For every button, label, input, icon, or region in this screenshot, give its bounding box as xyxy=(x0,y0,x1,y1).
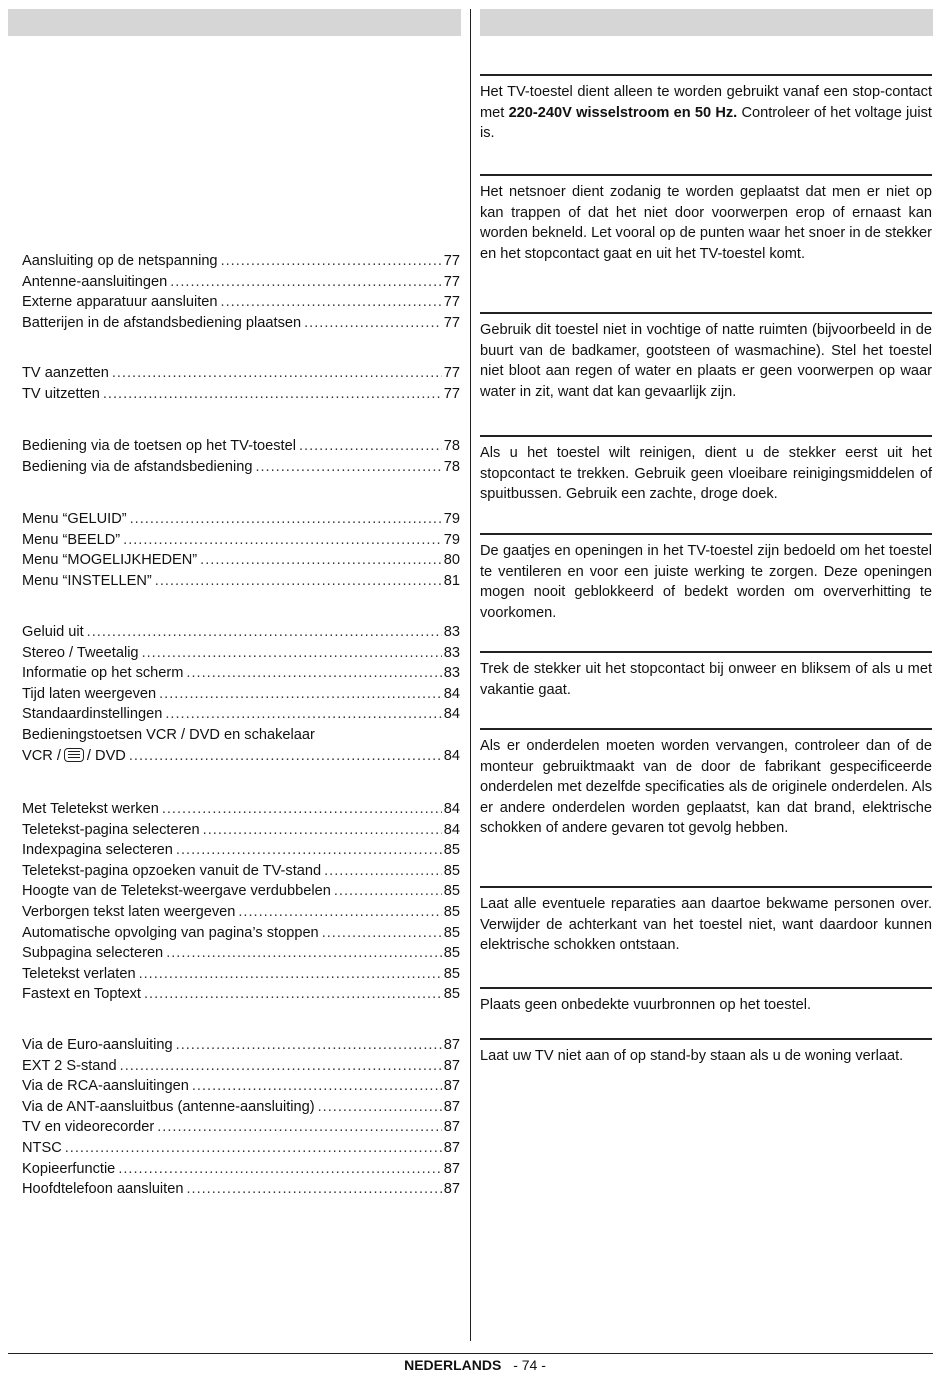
toc-entry-title: Met Teletekst werken xyxy=(22,801,159,817)
toc-page-number: 85 xyxy=(443,883,460,900)
toc-page-number: 85 xyxy=(443,986,460,1003)
toc-page-number: 77 xyxy=(443,365,460,381)
toc-entry-title-part: VCR / xyxy=(22,747,61,764)
section-rule xyxy=(480,312,932,314)
toc-leader-dots xyxy=(129,746,442,767)
toc-entry-title: Via de RCA-aansluitingen xyxy=(22,1078,189,1095)
toc-entry xyxy=(22,530,460,551)
toc-entry-title: Teletekst-pagina selecteren xyxy=(22,821,200,838)
toc-group xyxy=(22,251,460,333)
safety-paragraph xyxy=(480,82,932,144)
toc-group xyxy=(22,1035,460,1200)
toc-entry xyxy=(22,943,460,964)
toc-leader-dots xyxy=(203,820,442,841)
toc-page-number: 81 xyxy=(443,572,460,589)
toc-entry xyxy=(22,571,460,592)
toc-entry-title: Via de Euro-aansluiting xyxy=(22,1037,173,1053)
toc-page-number: 79 xyxy=(443,531,460,548)
safety-paragraph xyxy=(480,659,932,700)
toc-leader-dots xyxy=(200,550,442,571)
section-rule xyxy=(480,987,932,989)
toc-page-number: 83 xyxy=(443,644,460,661)
toc-group xyxy=(22,436,460,477)
toc-leader-dots xyxy=(162,799,442,820)
toc-page-number: 83 xyxy=(443,665,460,682)
toc-page-number: 77 xyxy=(443,273,460,290)
toc-leader-dots xyxy=(123,530,442,551)
toc-group xyxy=(22,622,460,766)
toc-leader-dots xyxy=(334,881,442,902)
teletext-icon xyxy=(64,748,84,762)
toc-page-number: 77 xyxy=(443,294,460,311)
toc-leader-dots xyxy=(103,384,442,405)
toc-page-number: 77 xyxy=(443,385,460,402)
safety-paragraph xyxy=(480,182,932,264)
toc-page-number: 78 xyxy=(443,438,460,454)
toc-entry xyxy=(22,746,460,767)
section-rule xyxy=(480,435,932,437)
toc-leader-dots xyxy=(299,436,442,457)
toc-page-number: 78 xyxy=(443,458,460,475)
safety-paragraph xyxy=(480,894,932,956)
toc-page-number: 87 xyxy=(443,1078,460,1095)
toc-leader-dots xyxy=(144,984,442,1005)
paragraph-text: Gebruik dit toestel niet in vochtige of natte ruimten (bijvoorbeeld in de buurt van de badkamer, gootsteen of wasmachine). Stel het toestel niet bloot aan regen of water en plaats er geen voorwerpen op waar water in zit, want dat kan gevaarlijk zijn. xyxy=(480,322,932,400)
paragraph-text: Plaats geen onbedekte vuurbronnen op het toestel. xyxy=(480,997,812,1013)
paragraph-text: Laat uw TV niet aan of op stand-by staan als u de woning verlaat. xyxy=(480,1048,904,1064)
toc-entry-title: Menu “INSTELLEN” xyxy=(22,572,152,589)
paragraph-text: Het TV-toestel dient alleen te worden gebruikt vanaf een stop-contact met xyxy=(480,84,932,121)
toc-entry xyxy=(22,704,460,725)
footer-language: NEDERLANDS xyxy=(404,1357,502,1373)
safety-paragraph xyxy=(480,541,932,623)
toc-entry xyxy=(22,1179,460,1200)
toc-entry-title: Geluid uit xyxy=(22,624,84,640)
toc-entry xyxy=(22,550,460,571)
toc-page-number: 85 xyxy=(443,965,460,982)
toc-page-number: 85 xyxy=(443,924,460,941)
toc-page-number: 77 xyxy=(443,253,460,269)
section-rule xyxy=(480,533,932,535)
toc-entry-title: Informatie op het scherm xyxy=(22,665,184,682)
toc-page-number: 84 xyxy=(443,821,460,838)
toc-entry-title: Aansluiting op de netspanning xyxy=(22,253,218,269)
toc-page-number: 84 xyxy=(443,706,460,723)
toc-leader-dots xyxy=(159,684,442,705)
toc-entry xyxy=(22,384,460,405)
toc-page-number: 80 xyxy=(443,552,460,569)
toc-page-number: 84 xyxy=(443,747,460,764)
safety-paragraph xyxy=(480,1046,932,1067)
toc-entry xyxy=(22,622,460,643)
paragraph-text: Het netsnoer dient zodanig te worden geplaatst dat men er niet op kan trappen of dat het niet door voorwerpen erop of ernaast kan worden bekneld. Let vooral op de punten waar het snoer in de stekker en het stopcontact gaat en uit het TV-toestel komt. xyxy=(480,184,932,262)
safety-paragraph xyxy=(480,443,932,505)
toc-leader-dots xyxy=(142,643,442,664)
toc-leader-dots xyxy=(318,1097,442,1118)
toc-entry-title: Via de ANT-aansluitbus (antenne-aansluiting) xyxy=(22,1098,315,1115)
toc-page-number: 87 xyxy=(443,1098,460,1115)
toc-entry xyxy=(22,684,460,705)
toc-leader-dots xyxy=(165,704,441,725)
toc-leader-dots xyxy=(176,840,442,861)
toc-entry-title xyxy=(22,746,126,767)
toc-entry-title: Kopieerfunctie xyxy=(22,1160,116,1177)
toc-entry-title: Teletekst-pagina opzoeken vanuit de TV-stand xyxy=(22,862,322,879)
paragraph-text: De gaatjes en openingen in het TV-toestel zijn bedoeld om het toestel te ventileren en voor een juiste werking te zorgen. Deze openingen mogen nooit geblokkeerd of bedekt worden om oververhitting te voorkomen. xyxy=(480,543,932,621)
toc-leader-dots xyxy=(87,622,442,643)
paragraph-text: Als u het toestel wilt reinigen, dient u de stekker eerst uit het stopcontact te trekken. Gebruik geen vloeibare reinigingsmiddelen of spuitbussen. Gebruik een zachte, droge doek. xyxy=(480,445,932,503)
toc-entry xyxy=(22,861,460,882)
page-number: - 74 - xyxy=(513,1357,546,1373)
toc-page-number: 77 xyxy=(443,314,460,331)
toc-leader-dots xyxy=(170,272,442,293)
toc-entry xyxy=(22,313,460,334)
toc-entry xyxy=(22,902,460,923)
toc-entry-title: Fastext en Toptext xyxy=(22,986,141,1003)
toc-entry xyxy=(22,272,460,293)
paragraph-emphasis: 220-240V wisselstroom en 50 Hz. xyxy=(508,104,738,121)
toc-leader-dots xyxy=(186,663,441,684)
toc-leader-dots xyxy=(186,1179,441,1200)
toc-page-number: 87 xyxy=(443,1057,460,1074)
toc-page-number: 85 xyxy=(443,842,460,859)
toc-entry-title: Menu “MOGELIJKHEDEN” xyxy=(22,552,198,569)
toc-page-number: 84 xyxy=(443,801,460,817)
toc-entry-title: Bediening via de toetsen op het TV-toestel xyxy=(22,438,296,454)
toc-page-number: 87 xyxy=(443,1160,460,1177)
toc-entry xyxy=(22,509,460,530)
toc-group xyxy=(22,509,460,591)
toc-entry-title: Hoogte van de Teletekst-weergave verdubbelen xyxy=(22,883,331,900)
toc-entry-title: Bediening via de afstandsbediening xyxy=(22,458,253,475)
toc-leader-dots xyxy=(120,1056,442,1077)
toc-entry-title: TV aanzetten xyxy=(22,365,109,381)
toc-entry xyxy=(22,820,460,841)
toc-leader-dots xyxy=(118,1159,441,1180)
toc-entry-title: NTSC xyxy=(22,1139,62,1156)
toc-entry xyxy=(22,1117,460,1138)
left-header-bar xyxy=(8,9,461,36)
safety-paragraph xyxy=(480,736,932,839)
toc-entry xyxy=(22,1159,460,1180)
paragraph-text: Trek de stekker uit het stopcontact bij onweer en bliksem of als u met vakantie gaat. xyxy=(480,661,932,698)
toc-page-number: 79 xyxy=(443,511,460,527)
toc-page-number: 87 xyxy=(443,1119,460,1136)
toc-entry xyxy=(22,881,460,902)
toc-leader-dots xyxy=(221,292,442,313)
toc-entry xyxy=(22,923,460,944)
toc-page-number: 85 xyxy=(443,903,460,920)
safety-paragraph xyxy=(480,995,932,1016)
toc-entry-title: Bedieningstoetsen VCR / DVD en schakelaar xyxy=(22,726,315,743)
toc-page-number: 84 xyxy=(443,685,460,702)
toc-leader-dots xyxy=(304,313,442,334)
toc-page-number: 87 xyxy=(443,1037,460,1053)
section-rule xyxy=(480,74,932,76)
toc-entry-title: TV en videorecorder xyxy=(22,1119,155,1136)
section-rule xyxy=(480,886,932,888)
toc-leader-dots xyxy=(221,251,442,272)
toc-entry xyxy=(22,840,460,861)
toc-entry-title: TV uitzetten xyxy=(22,385,100,402)
toc-entry xyxy=(22,251,460,272)
toc-entry xyxy=(22,292,460,313)
toc-leader-dots xyxy=(322,923,442,944)
paragraph-text: Controleer of het voltage juist is. xyxy=(480,104,932,142)
toc-leader-dots xyxy=(139,964,442,985)
toc-entry-title-part: / DVD xyxy=(86,747,126,764)
safety-paragraph xyxy=(480,320,932,402)
toc-leader-dots xyxy=(176,1035,442,1056)
toc-entry xyxy=(22,663,460,684)
right-header-bar xyxy=(480,9,933,36)
toc-entry xyxy=(22,1056,460,1077)
toc-leader-dots xyxy=(157,1117,442,1138)
toc-entry-title: Verborgen tekst laten weergeven xyxy=(22,903,236,920)
toc-leader-dots xyxy=(192,1076,442,1097)
page-footer xyxy=(0,1357,950,1373)
paragraph-text: Laat alle eventuele reparaties aan daartoe bekwame personen over. Verwijder de achterkant van het toestel niet, want daardoor kunnen elektrische schokken ontstaan. xyxy=(480,896,932,954)
toc-entry xyxy=(22,457,460,478)
toc-entry xyxy=(22,799,460,820)
toc-entry-title: Standaardinstellingen xyxy=(22,706,163,723)
toc-leader-dots xyxy=(112,363,442,384)
toc-leader-dots xyxy=(155,571,442,592)
toc-page-number: 83 xyxy=(443,624,460,640)
toc-entry-title: Stereo / Tweetalig xyxy=(22,644,139,661)
toc-entry-title: Indexpagina selecteren xyxy=(22,842,173,859)
toc-leader-dots xyxy=(255,457,441,478)
toc-entry xyxy=(22,363,460,384)
toc-entry-title: Hoofdtelefoon aansluiten xyxy=(22,1181,184,1198)
section-rule xyxy=(480,651,932,653)
toc-page-number: 85 xyxy=(443,945,460,962)
toc-entry xyxy=(22,1076,460,1097)
toc-entry-title: Teletekst verlaten xyxy=(22,965,136,982)
paragraph-text: Als er onderdelen moeten worden vervangen, controleer dan of de monteur gebruiktmaakt van de door de fabrikant gespecificeerde onderdelen met dezelfde specificaties als de originele onderdelen. Als er andere onderdelen worden geplaatst, kan dat brand, elektrische schokken of andere gevaren tot gevolg hebben. xyxy=(480,738,932,837)
toc-leader-dots xyxy=(166,943,442,964)
toc-entry-title: Subpagina selecteren xyxy=(22,945,164,962)
toc-page-number: 87 xyxy=(443,1181,460,1198)
toc-page-number: 85 xyxy=(443,862,460,879)
section-rule xyxy=(480,1038,932,1040)
toc-entry-title: Menu “GELUID” xyxy=(22,511,127,527)
toc-entry-title: EXT 2 S-stand xyxy=(22,1057,117,1074)
toc-entry-title: Externe apparatuur aansluiten xyxy=(22,294,218,311)
toc-group xyxy=(22,799,460,1005)
toc-entry xyxy=(22,964,460,985)
toc-entry xyxy=(22,643,460,664)
toc-page-number: 87 xyxy=(443,1139,460,1156)
section-rule xyxy=(480,728,932,730)
toc-entry xyxy=(22,984,460,1005)
toc-entry-title: Menu “BEELD” xyxy=(22,531,121,548)
toc-entry xyxy=(22,725,460,746)
toc-leader-dots xyxy=(238,902,441,923)
section-rule xyxy=(480,174,932,176)
toc-group xyxy=(22,363,460,404)
toc-entry-title: Tijd laten weergeven xyxy=(22,685,157,702)
toc-entry xyxy=(22,436,460,457)
toc-entry-title: Automatische opvolging van pagina’s stoppen xyxy=(22,924,319,941)
column-divider xyxy=(470,9,471,1341)
toc-entry-title: Antenne-aansluitingen xyxy=(22,273,168,290)
toc-entry-title: Batterijen in de afstandsbediening plaatsen xyxy=(22,314,302,331)
toc-entry xyxy=(22,1097,460,1118)
toc-leader-dots xyxy=(65,1138,442,1159)
toc-entry xyxy=(22,1035,460,1056)
footer-rule xyxy=(8,1353,933,1354)
toc-leader-dots xyxy=(130,509,442,530)
toc-entry xyxy=(22,1138,460,1159)
toc-leader-dots xyxy=(324,861,442,882)
